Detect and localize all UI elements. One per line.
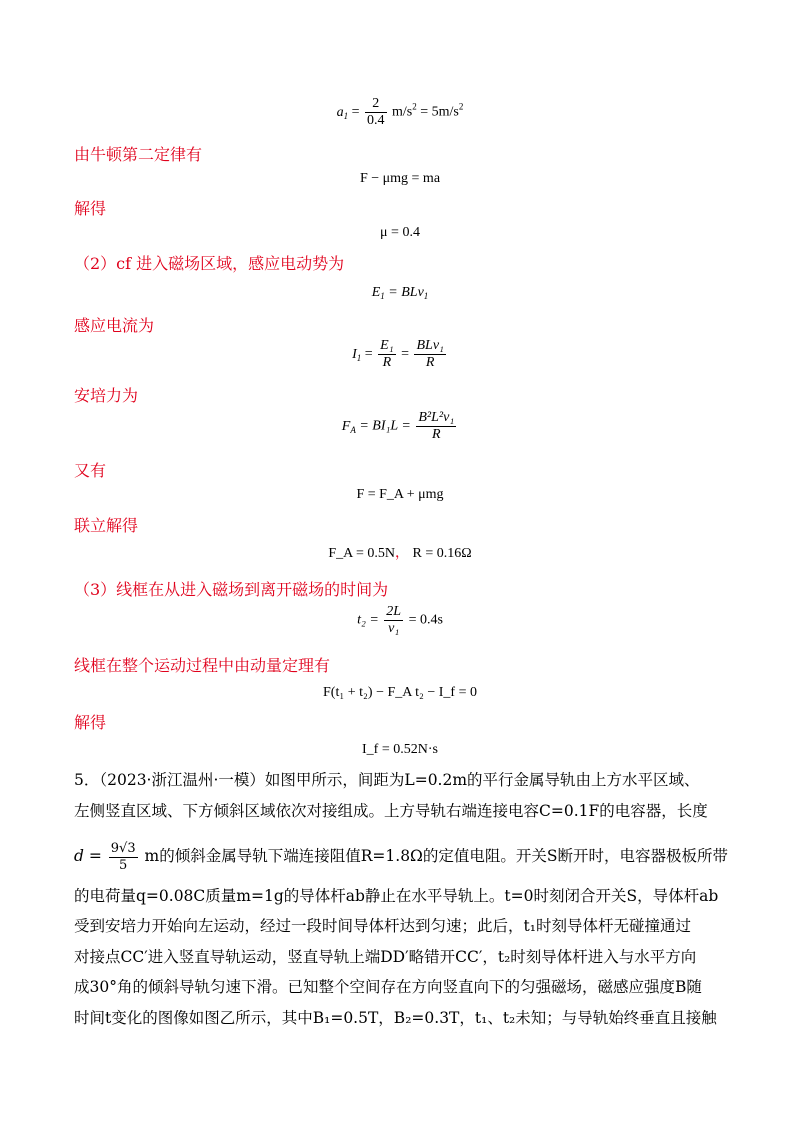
label-newton: 由牛顿第二定律有 [74,145,203,164]
equation-if: I_f = 0.52N·s [362,742,438,757]
equation-i1: $I_1$ = $\frac{\text{E₁}}{R}$ = $\frac{\text{BLv₁}}{R}$ [352,338,444,370]
problem-line-2: 左侧竖直区域、下方倾斜区域依次对接组成。上方导轨右端连接电容C=0.1F的电容器，长度 [74,802,708,820]
equation-a1: $a_1$ = $\frac{2}{0.4}$ $m/s^2 = 5m/s^2$ [336,96,464,128]
equation-newton: F − μmg = ma [359,171,441,186]
label-also: 又有 [74,461,107,480]
problem-line-1: 5．（2023·浙江温州·一模）如图甲所示，间距为L=0.2m的平行金属导轨由上方水平区域、 [74,771,700,789]
label-combined: 联立解得 [74,516,139,535]
label-ampere: 安培力为 [74,386,139,405]
problem-line-4: 的电荷量q=0.08C质量m=1g的导体杆ab静止在水平导轨上。t=0时刻闭合开关S，导体杆ab [74,887,719,905]
label-solve-1: 解得 [74,199,107,218]
label-momentum: 线框在整个运动过程中由动量定理有 [74,656,331,675]
problem-line-5: 受到安培力开始向左运动，经过一段时间导体杆达到匀速；此后，t₁时刻导体杆无碰撞通过 [74,917,691,935]
equation-mu: μ = 0.4 [380,225,420,240]
equation-f: F = F_A + μmg [356,487,444,502]
equation-results: F_A = 0.5N， R = 0.16Ω [328,546,472,561]
problem-line-7: 成30°角的倾斜导轨匀速下滑。已知整个空间存在方向竖直向下的匀强磁场，磁感应强度B随 [74,978,702,996]
equation-t2: t₂ = $\frac{2L}{\text{v₁}}$ = 0.4s [357,604,443,636]
equation-fa: $F_A = BI_1L$ = $\frac{\text{B²L²v₁}}{R}$ [341,410,455,442]
label-q3: （3）线框在从进入磁场到离开磁场的时间为 [74,580,389,599]
label-q2: （2）cf 进入磁场区域，感应电动势为 [74,254,345,273]
problem-line-6: 对接点CC′进入竖直导轨运动，竖直导轨上端DD′略错开CC′，t₂时刻导体杆进入与水平方向 [74,948,697,966]
problem-line-3: d = $\frac{9√3}{5}$ m的倾斜金属导轨下端连接阻值R=1.8Ω的定值电阻。开关S断开时，电容器极板所带 [74,840,729,873]
equation-e1: $E_1 = BLv_1$ [371,285,429,301]
label-solve-2: 解得 [74,713,107,732]
equation-momentum: F(t₁ + t₂) − F_A t₂ − I_f = 0 [323,685,477,700]
label-current: 感应电流为 [74,316,155,335]
problem-line-8: 时间t变化的图像如图乙所示，其中B₁=0.5T，B₂=0.3T，t₁、t₂未知；与导轨始终垂直且接触 [74,1009,717,1027]
